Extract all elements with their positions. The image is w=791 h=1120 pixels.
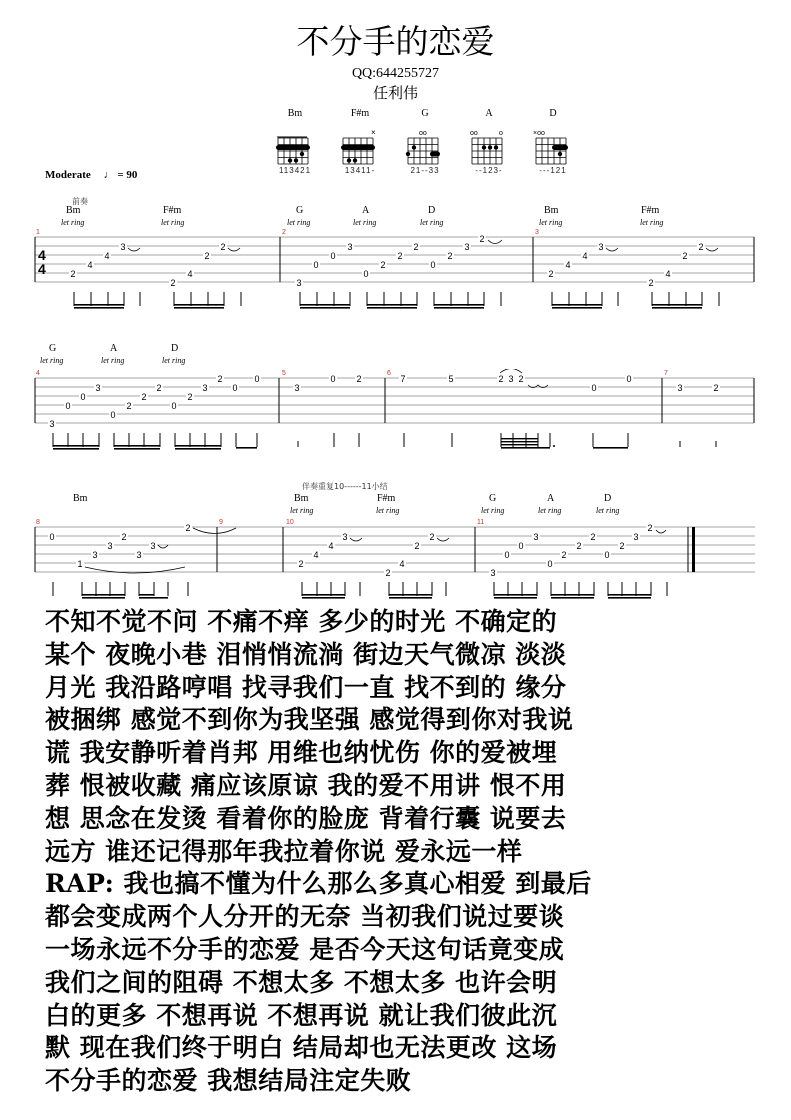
svg-text:2: 2: [220, 242, 226, 252]
svg-text:3: 3: [677, 383, 683, 393]
svg-text:3: 3: [107, 541, 113, 551]
chord-diagram-name: A: [485, 108, 493, 119]
svg-text:3: 3: [633, 532, 639, 542]
lyrics-line: 都会变成两个人分开的无奈 当初我们说过要谈: [45, 902, 565, 932]
let-ring-marking: let ring: [376, 506, 400, 515]
svg-text:2: 2: [70, 269, 76, 279]
svg-text:10: 10: [286, 519, 294, 526]
svg-text:2: 2: [429, 532, 435, 542]
let-ring-marking: let ring: [290, 506, 314, 515]
chord-label: A: [547, 493, 555, 504]
let-ring-marking: let ring: [162, 356, 186, 365]
qq-contact: QQ:644255727: [351, 66, 440, 81]
lyrics-line: 不知不觉不问 不痛不痒 多少的时光 不确定的: [45, 607, 558, 636]
tempo-bpm: = 90: [117, 169, 138, 181]
quarter-note-icon: ♩: [103, 169, 115, 181]
svg-text:3: 3: [490, 568, 496, 578]
svg-text:2: 2: [414, 541, 420, 551]
svg-text:oo: oo: [419, 130, 427, 137]
chord-label: Bm: [544, 205, 559, 216]
svg-text:0: 0: [110, 410, 116, 420]
svg-text:2: 2: [121, 532, 127, 542]
chord-diagram-bm: [270, 108, 320, 178]
lyrics-line: 某个 夜晚小巷 泪悄悄流淌 街边天气微凉 淡淡: [45, 639, 567, 669]
svg-text:2: 2: [217, 374, 223, 384]
chord-label: Bm: [73, 493, 88, 504]
let-ring-marking: let ring: [481, 506, 505, 515]
svg-text:3: 3: [598, 242, 604, 252]
chord-grid-icon: [405, 122, 445, 166]
lyrics-line: 白的更多 不想再说 不想再说 就让我们彼此沉: [45, 1000, 558, 1030]
chord-label: F#m: [377, 493, 396, 504]
svg-text:3: 3: [120, 242, 126, 252]
svg-text:2: 2: [298, 559, 304, 569]
svg-text:2: 2: [282, 229, 286, 236]
lyrics-line: 远方 谁还记得那年我拉着你说 爱永远一样: [45, 836, 523, 866]
chord-label: F#m: [641, 205, 660, 216]
svg-text:0: 0: [330, 374, 336, 384]
svg-text:0: 0: [430, 260, 436, 270]
svg-text:3: 3: [464, 242, 470, 252]
section-label-repeat: 伴奏重复10------11小结: [302, 482, 388, 491]
chord-diagram-name: D: [549, 108, 557, 119]
svg-text:2: 2: [447, 251, 453, 261]
chord-grid-icon: [275, 122, 315, 166]
let-ring-marking: let ring: [640, 218, 664, 227]
svg-text:2: 2: [518, 374, 524, 384]
tempo-label: Moderate: [45, 169, 91, 181]
tab-staff: [0, 369, 791, 459]
svg-text:2: 2: [648, 278, 654, 288]
svg-text:6: 6: [387, 370, 391, 377]
chord-label: D: [171, 343, 179, 354]
lyrics-line: 一场永远不分手的恋爱 是否今天这句话竟变成: [45, 934, 565, 964]
tab-staff: [0, 228, 791, 310]
let-ring-marking: let ring: [287, 218, 311, 227]
let-ring-marking: let ring: [40, 356, 64, 365]
chord-grid-icon: [533, 122, 573, 166]
svg-text:4: 4: [87, 260, 93, 270]
svg-text:2: 2: [548, 269, 554, 279]
svg-text:4: 4: [104, 251, 110, 261]
chord-diagram-fingering: ---121: [539, 166, 567, 175]
let-ring-marking: let ring: [420, 218, 444, 227]
svg-text:×: ×: [371, 128, 376, 137]
svg-text:oo: oo: [470, 130, 478, 137]
svg-text:0: 0: [363, 269, 369, 279]
svg-text:7: 7: [400, 374, 406, 384]
svg-text:o: o: [499, 130, 503, 137]
let-ring-marking: let ring: [161, 218, 185, 227]
svg-text:2: 2: [647, 523, 653, 533]
chord-diagram-name: G: [421, 108, 429, 119]
svg-text:3: 3: [49, 419, 55, 429]
svg-text:3: 3: [95, 383, 101, 393]
artist-name: 任利伟: [372, 84, 418, 102]
tab-staff: [0, 518, 791, 608]
lyrics-line: 谎 我安静听着肖邦 用维也纳忧伤 你的爱被埋: [45, 738, 558, 768]
svg-text:4: 4: [36, 370, 40, 377]
lyrics-block: [45, 606, 765, 1098]
svg-text:2: 2: [698, 242, 704, 252]
chord-label: D: [604, 493, 612, 504]
svg-text:5: 5: [448, 374, 454, 384]
svg-text:0: 0: [232, 383, 238, 393]
svg-text:3: 3: [535, 229, 539, 236]
svg-text:8: 8: [36, 519, 40, 526]
svg-text:0: 0: [518, 541, 524, 551]
svg-text:2: 2: [385, 568, 391, 578]
svg-text:4: 4: [328, 541, 334, 551]
svg-text:2: 2: [590, 532, 596, 542]
svg-text:0: 0: [504, 550, 510, 560]
svg-text:2: 2: [498, 374, 504, 384]
svg-text:0: 0: [254, 374, 260, 384]
svg-text:4: 4: [665, 269, 671, 279]
svg-text:3: 3: [342, 532, 348, 542]
svg-text:3: 3: [92, 550, 98, 560]
svg-text:2: 2: [413, 242, 419, 252]
svg-text:2: 2: [479, 234, 485, 244]
chord-diagram-fingering: --123-: [475, 166, 503, 175]
svg-text:2: 2: [126, 401, 132, 411]
svg-text:3: 3: [202, 383, 208, 393]
svg-text:7: 7: [664, 370, 668, 377]
svg-text:9: 9: [219, 519, 223, 526]
svg-text:0: 0: [626, 374, 632, 384]
svg-text:3: 3: [347, 242, 353, 252]
chord-label: A: [110, 343, 118, 354]
chord-diagram-fingering: 13411-: [344, 166, 376, 175]
svg-text:0: 0: [313, 260, 319, 270]
svg-text:3: 3: [508, 374, 514, 384]
lyrics-line: 默 现在我们终于明白 结局却也无法更改 这场: [45, 1033, 558, 1063]
let-ring-marking: let ring: [539, 218, 563, 227]
svg-text:2: 2: [713, 383, 719, 393]
svg-text:2: 2: [185, 523, 191, 533]
svg-text:4: 4: [38, 247, 46, 263]
svg-text:0: 0: [171, 401, 177, 411]
let-ring-marking: let ring: [538, 506, 562, 515]
svg-text:4: 4: [582, 251, 588, 261]
lyrics-line: RAP: 我也搞不懂为什么那么多真心相爱 到最后: [45, 869, 592, 899]
chord-diagram-a: [464, 108, 514, 178]
let-ring-marking: let ring: [61, 218, 85, 227]
chord-diagram-fingering: 113421: [278, 166, 312, 175]
lyrics-line: 不分手的恋爱 我想结局注定失败: [45, 1066, 412, 1096]
svg-text:3: 3: [150, 541, 156, 551]
section-label-intro: 前奏: [72, 197, 88, 206]
let-ring-marking: let ring: [596, 506, 620, 515]
svg-text:2: 2: [156, 383, 162, 393]
chord-diagram-name: F#m: [350, 108, 370, 119]
svg-text:3: 3: [533, 532, 539, 542]
svg-text:2: 2: [187, 392, 193, 402]
svg-text:3: 3: [136, 550, 142, 560]
chord-label: G: [489, 493, 497, 504]
chord-label: Bm: [66, 205, 81, 216]
chord-diagram-d: [528, 108, 578, 178]
svg-text:4: 4: [313, 550, 319, 560]
chord-grid-icon: [340, 122, 380, 166]
chord-label: D: [428, 205, 436, 216]
chord-label: G: [49, 343, 57, 354]
svg-text:2: 2: [204, 251, 210, 261]
chord-label: A: [362, 205, 370, 216]
chord-label: F#m: [163, 205, 182, 216]
lyrics-line: 我们之间的阻碍 不想太多 不想太多 也许会明: [45, 967, 558, 997]
svg-text:4: 4: [399, 559, 405, 569]
let-ring-marking: let ring: [353, 218, 377, 227]
svg-text:2: 2: [397, 251, 403, 261]
lyrics-line: 葬 恨被收藏 痛应该原谅 我的爱不用讲 恨不用: [45, 770, 567, 800]
svg-text:2: 2: [561, 550, 567, 560]
svg-text:×oo: ×oo: [533, 130, 545, 137]
chord-diagram-name: Bm: [287, 108, 303, 119]
svg-text:4: 4: [38, 261, 46, 277]
svg-text:0: 0: [591, 383, 597, 393]
svg-text:0: 0: [604, 550, 610, 560]
svg-text:0: 0: [330, 251, 336, 261]
chord-grid-icon: [469, 122, 509, 166]
lyrics-line: 想 思念在发烫 看着你的脸庞 背着行囊 说要去: [45, 803, 567, 833]
svg-text:2: 2: [619, 541, 625, 551]
svg-text:0: 0: [49, 532, 55, 542]
svg-text:2: 2: [682, 251, 688, 261]
svg-text:0: 0: [547, 559, 553, 569]
lyrics-line: 月光 我沿路哼唱 找寻我们一直 找不到的 缘分: [45, 672, 567, 702]
svg-text:2: 2: [380, 260, 386, 270]
chord-label: G: [296, 205, 304, 216]
lyrics-line: 被捆绑 感觉不到你为我坚强 感觉得到你对我说: [45, 705, 574, 735]
tempo-marking: [45, 169, 137, 181]
svg-text:4: 4: [565, 260, 571, 270]
svg-text:5: 5: [282, 370, 286, 377]
svg-text:11: 11: [477, 519, 485, 526]
song-title: 不分手的恋爱: [296, 22, 495, 61]
chord-diagram-fsharpm: [335, 108, 385, 178]
svg-text:0: 0: [65, 401, 71, 411]
svg-text:2: 2: [141, 392, 147, 402]
svg-text:2: 2: [170, 278, 176, 288]
svg-text:2: 2: [356, 374, 362, 384]
svg-text:1: 1: [36, 229, 40, 236]
chord-diagram-fingering: 21--33: [410, 166, 440, 175]
svg-text:3: 3: [296, 278, 302, 288]
let-ring-marking: let ring: [101, 356, 125, 365]
svg-text:3: 3: [294, 383, 300, 393]
svg-text:4: 4: [187, 269, 193, 279]
chord-label: Bm: [294, 493, 309, 504]
chord-diagram-g: [400, 108, 450, 178]
svg-text:0: 0: [80, 392, 86, 402]
svg-text:2: 2: [576, 541, 582, 551]
svg-text:1: 1: [77, 559, 83, 569]
